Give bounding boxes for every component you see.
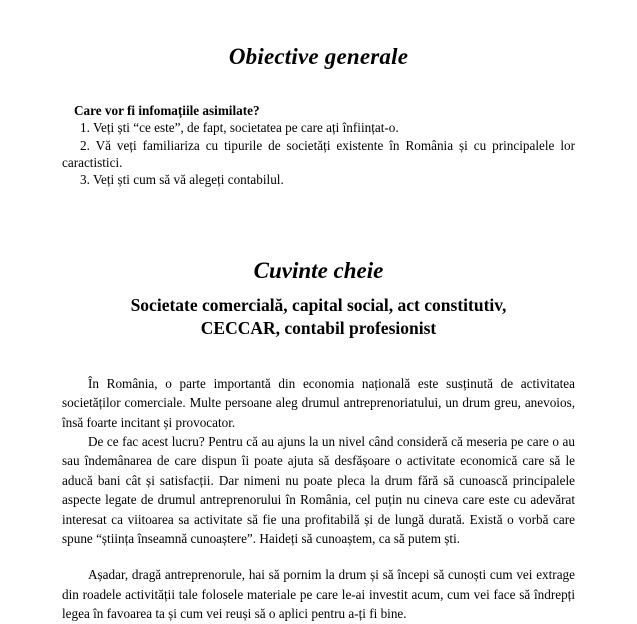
- list-item: 1. Veți ști “ce este”, de fapt, societatea pe care ați înființat-o.: [80, 120, 399, 136]
- keywords-line-1: Societate comercială, capital social, act constitutiv,: [130, 294, 507, 315]
- body-text-section: [62, 374, 575, 624]
- body-paragraph: De ce fac acest lucru? Pentru că au ajuns la un nivel când consideră că meseria pe care o au sau îndemânarea de care dispun îi poate ajuta să desfășoare o activitate economică care să le aducă bani cât și satisfacții. Dar nimeni nu poate pleca la drum fără să cunoască principalele aspecte legate de drumul antreprenorului în România, cel puțin nu cineva care este cu adevărat interesat ca viitoarea sa activitate să fie una profitabilă și de lungă durată. Există o vorbă care spune “știința înseamnă cunoaștere”. Haideți să cunoaștem, ca să putem ști.: [62, 433, 575, 546]
- keywords-line-2: CECCAR, contabil profesionist: [200, 317, 437, 338]
- page-title-objectives: Obiective generale: [228, 44, 409, 69]
- list-item: 2. Vă veți familiariza cu tipurile de societăți existente în România și cu principalele lor caractistici.: [62, 137, 575, 170]
- keywords-list: [62, 294, 575, 340]
- body-paragraph: În România, o parte importantă din economia națională este susținută de activitatea societăților comerciale. Multe persoane aleg drumul antreprenoriatului, un drum greu, anevoios, însă foarte incitant și provocator.: [62, 375, 575, 430]
- objectives-section: [62, 102, 575, 188]
- list-item: 3. Veți ști cum să vă alegeți contabilul.: [80, 171, 284, 187]
- body-paragraph: Așadar, dragă antreprenorule, hai să pornim la drum și să începi să cunoști cum vei extrage din roadele activității tale folosele materiale pe care le-ai investit acum, cum vei face să îndrepți legea în favoarea ta și cum vei reuși să o aplici pentru a-ți fi bine.: [62, 567, 575, 622]
- keywords-section: [62, 258, 575, 340]
- objectives-lead-question: Care vor fi infomațiile asimilate?: [74, 103, 260, 119]
- page-title-keywords: Cuvinte cheie: [253, 258, 384, 284]
